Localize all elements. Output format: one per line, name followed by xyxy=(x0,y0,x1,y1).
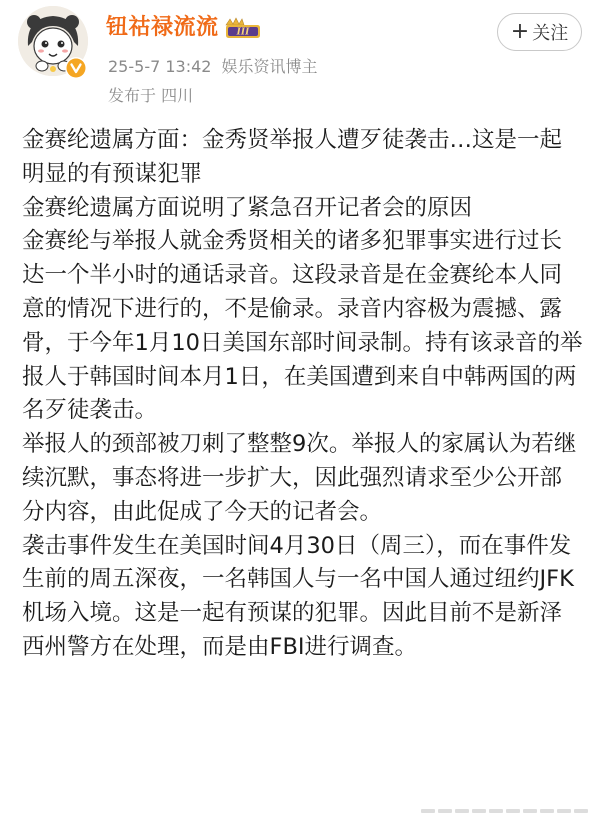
author-role: 娱乐资讯博主 xyxy=(221,57,318,76)
post-paragraph: 金赛纶遗属方面说明了紧急召开记者会的原因 xyxy=(22,194,473,221)
verified-v-icon xyxy=(65,57,87,79)
post-location: 发布于 四川 xyxy=(108,86,194,105)
post-body xyxy=(22,124,584,665)
crown-level-icon xyxy=(225,16,261,40)
post-paragraph: 袭击事件发生在美国时间4月30日（周三），而在事件发生前的周五深夜，一名韩国人与一名中国人通过纽约JFK机场入境。这是一起有预谋的犯罪。因此目前不是新泽西州警方在处理，而是由FBI进行调查。 xyxy=(22,532,574,660)
plus-icon: + xyxy=(510,19,530,44)
level-badge-text: III xyxy=(236,27,249,38)
post-paragraph: 金赛纶遗属方面：金秀贤举报人遭歹徒袭击…这是一起明显的有预谋犯罪 xyxy=(22,127,563,187)
post-paragraph: 举报人的颈部被刀刺了整整9次。举报人的家属认为若继续沉默，事态将进一步扩大，因此强烈请求至少公开部分内容，由此促成了今天的记者会。 xyxy=(22,431,577,525)
level-badge xyxy=(225,16,261,40)
username-row xyxy=(106,11,261,45)
post-date: 25-5-7 13:42 xyxy=(108,57,212,76)
follow-button[interactable] xyxy=(497,13,582,51)
post-paragraph: 金赛纶与举报人就金秀贤相关的诸多犯罪事实进行过长达一个半小时的通话录音。这段录音是在金赛纶本人同意的情况下进行的，不是偷录。录音内容极为震撼、露骨，于今年1月10日美国东部时间录制。持有该录音的举报人于韩国时间本月1日，在美国遭到来自中韩两国的两名歹徒袭击。 xyxy=(22,228,583,424)
post-meta xyxy=(108,56,317,78)
username[interactable]: 钮祜禄流流 xyxy=(106,15,219,40)
watermark-decoration xyxy=(421,809,588,813)
post-header xyxy=(0,0,600,118)
follow-label: 关注 xyxy=(532,23,569,44)
